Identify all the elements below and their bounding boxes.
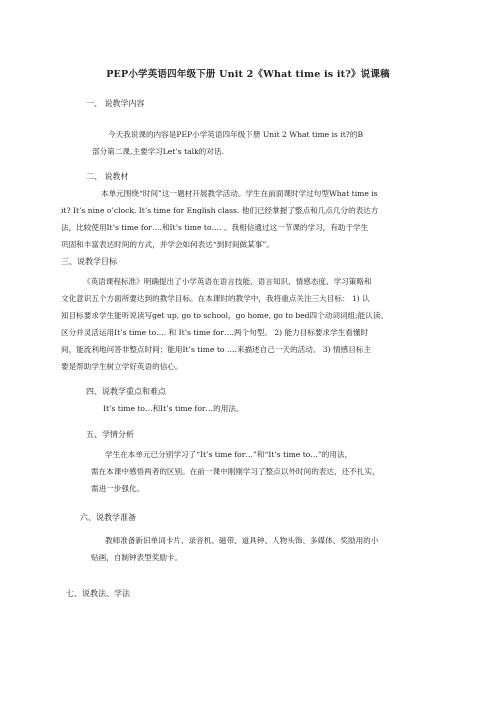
section-2-body: [61, 185, 428, 253]
section-3-line-6: 要是帮助学生树立学好英语的信心。: [61, 362, 183, 371]
section-5-line-3: 需进一步强化。: [91, 484, 145, 493]
section-2-line-1: 本单元围绕“时间”这一题材开展教学活动。学生在前面课时学过句型What time is: [101, 189, 378, 198]
section-2-line-4: 巩固和丰富表达时间的方式，并学会如何表达“到时间做某事”。: [61, 240, 274, 249]
section-2-line-3: 法，比较使用It’s time for….和It’s time to…. 。我相信通过这一节课的学习，有助于学生: [61, 223, 369, 232]
section-2-line-2: it? It’s nine o’clock. It’s time for English class. 他们已经掌握了整点和几点几分的表达方: [61, 206, 379, 215]
section-5-body: [91, 446, 427, 497]
section-2-heading: 二、 说教材: [86, 172, 129, 181]
section-6-body: [91, 532, 427, 566]
section-4-body: [103, 400, 423, 417]
section-6-line-2: 贴画，自制钟表型奖励卡。: [91, 553, 183, 562]
section-5-line-2: 需在本课中感悟两者的区别。在前一课中刚刚学习了整点以外时间的表达，还不扎实，: [91, 467, 380, 476]
section-4-heading: 四、说教学重点和难点: [86, 387, 166, 396]
section-3-line-2: 文化意识五个方面所要达到的教学目标。在本课时的教学中，我将重点关注三大目标： 1) 认: [61, 294, 370, 303]
section-3-line-3: 知目标要求学生能听说读写get up, go to school，go home, go to bed四个动词词组;能认读、: [61, 311, 389, 320]
section-6-heading: 六、说教学准备: [80, 513, 136, 522]
section-3-line-1: 《英语课程标准》明确提出了小学英语在语言技能、语言知识、情感态度、学习策略和: [83, 277, 372, 286]
section-6-line-1: 教师准备新旧单词卡片、录音机、磁带、道具钟、人物头饰、多媒体、奖励用的小: [105, 536, 379, 545]
section-1-heading: 一、 说教学内容: [86, 99, 145, 108]
section-3-line-4: 区分并灵活运用It’s time to…. 和 It’s time for….两个句型。 2) 能力目标要求学生看懂时: [61, 328, 369, 337]
section-3-body: [61, 273, 428, 375]
section-5-line-1: 学生在本单元已分别学习了“It’s time for…”和“It’s time to…”的用法，: [105, 450, 353, 459]
section-3-heading: 三、说教学目标: [61, 257, 117, 266]
section-3-line-5: 间，能流利地问答非整点时间；能用It’s time to ….来描述自己一天的活动。 3) 情感目标主: [61, 345, 372, 354]
section-1-body: [92, 126, 408, 160]
section-7-heading: 七、说教法、学法: [66, 589, 130, 598]
document-title: PEP小学英语四年级下册 Unit 2《What time is it?》说课稿: [106, 69, 390, 80]
section-5-heading: 五、学情分析: [86, 430, 134, 439]
section-1-line-2: 部分第二课,主要学习Let’s talk的对话.: [92, 147, 224, 156]
section-1-line-1: 今天我说课的内容是PEP小学英语四年级下册 Unit 2 What time is it?的B: [108, 130, 364, 139]
section-4-line-1: It’s time to…和It’s time for…的用法。: [103, 404, 244, 413]
